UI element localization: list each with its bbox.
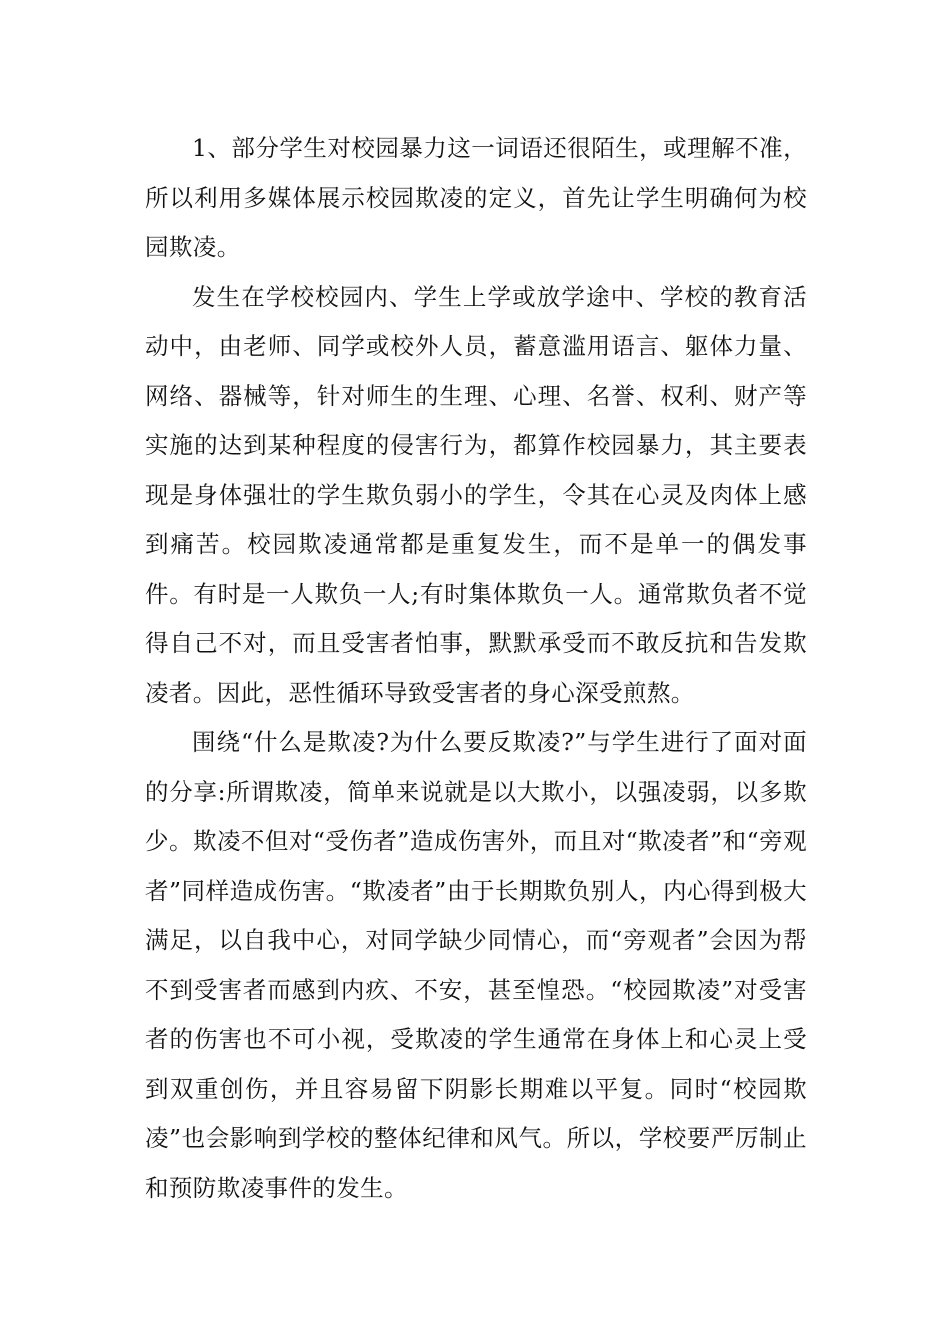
paragraph-discussion: 围绕“什么是欺凌?为什么要反欺凌?”与学生进行了面对面的分享:所谓欺凌，简单来说就是以大欺小，以强凌弱，以多欺少。欺凌不但对“受伤者”造成伤害外，而且对“欺凌者”和“旁观者”同样造成伤害。“欺凌者”由于长期欺负别人，内心得到极大满足，以自我中心，对同学缺少同情心，而“旁观者”会因为帮不到受害者而感到内疚、不安，甚至惶恐。“校园欺凌”对受害者的伤害也不可小视，受欺凌的学生通常在身体上和心灵上受到双重创伤，并且容易留下阴影长期难以平复。同时“校园欺凌”也会影响到学校的整体纪律和风气。所以，学校要严厉制止和预防欺凌事件的发生。 xyxy=(145,728,807,1202)
document-body xyxy=(145,124,807,1213)
paragraph-bullying-definition: 发生在学校校园内、学生上学或放学途中、学校的教育活动中，由老师、同学或校外人员，蓄意滥用语言、躯体力量、网络、器械等，针对师生的生理、心理、名誉、权利、财产等实施的达到某种程度的侵害行为，都算作校园暴力，其主要表现是身体强壮的学生欺负弱小的学生，令其在心灵及肉体上感到痛苦。校园欺凌通常都是重复发生，而不是单一的偶发事件。有时是一人欺负一人;有时集体欺负一人。通常欺负者不觉得自己不对，而且受害者怕事，默默承受而不敢反抗和告发欺凌者。因此，恶性循环导致受害者的身心深受煎熬。 xyxy=(145,282,807,707)
paragraph-definition-intro: 1、部分学生对校园暴力这一词语还很陌生，或理解不准，所以利用多媒体展示校园欺凌的定义，首先让学生明确何为校园欺凌。 xyxy=(145,134,807,261)
